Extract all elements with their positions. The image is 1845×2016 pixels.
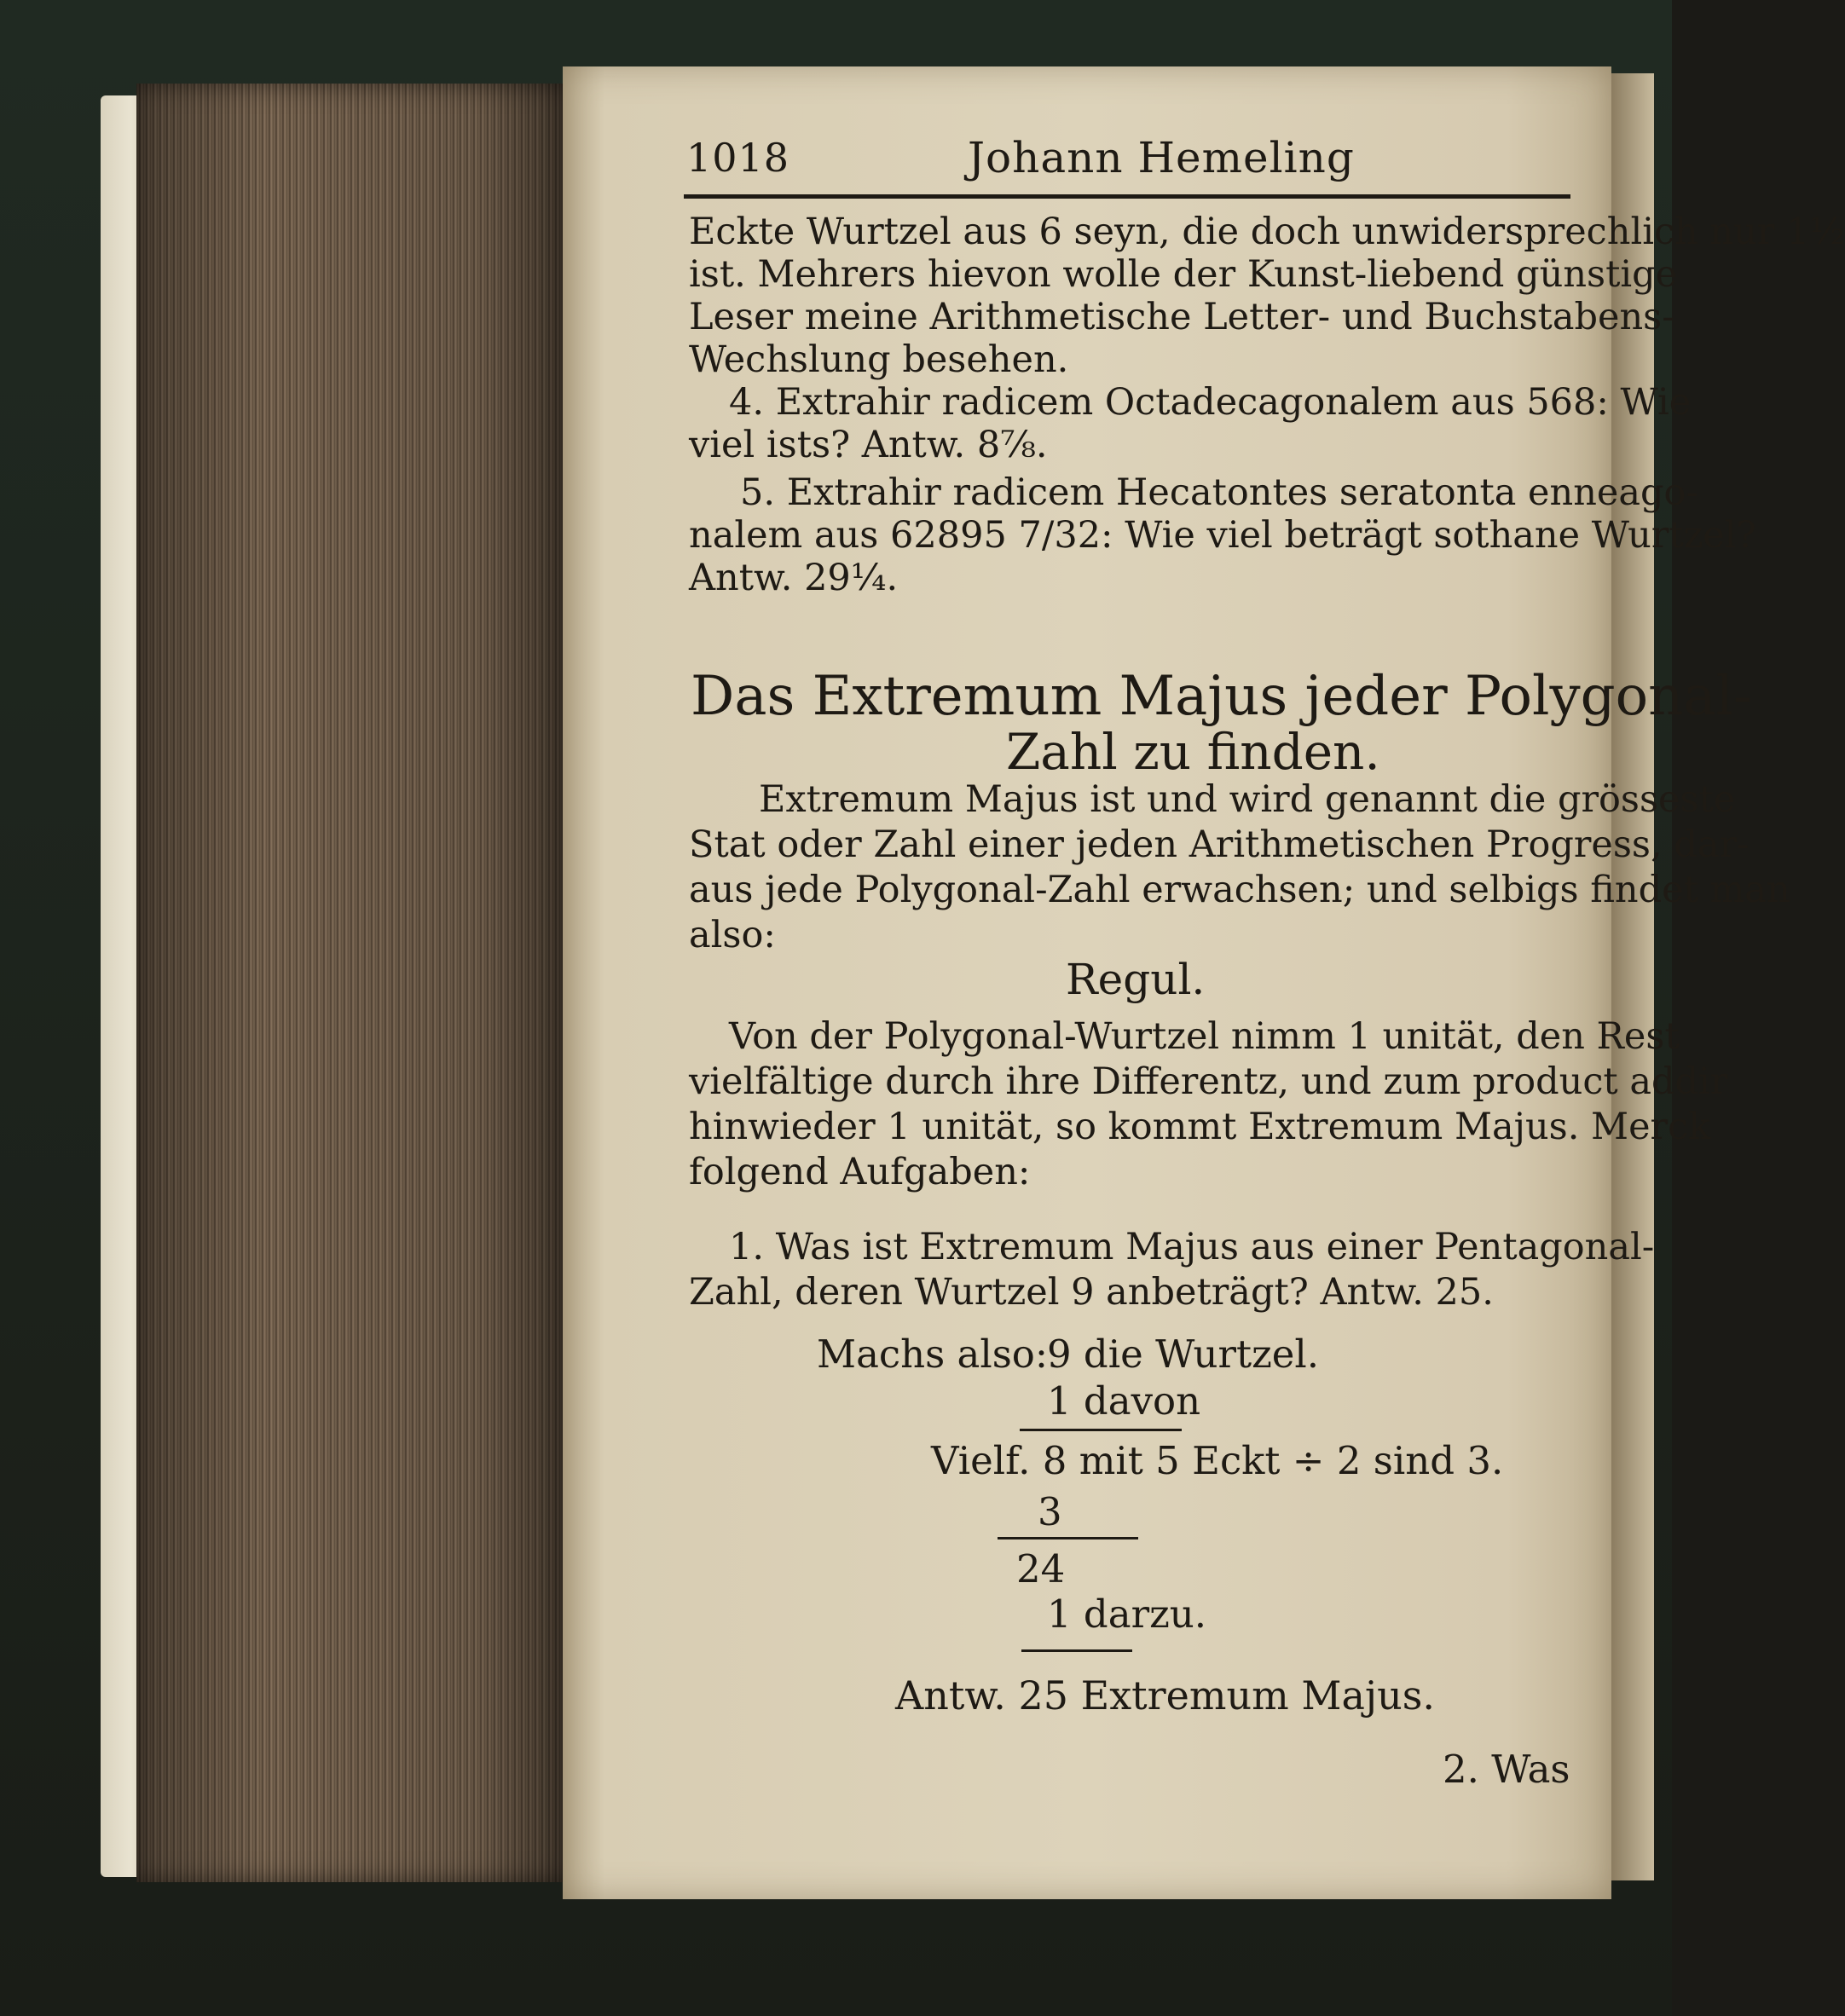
body-line: Wechslung besehen.: [689, 338, 1069, 381]
body-line: folgend Aufgaben:: [689, 1151, 1031, 1193]
body-line: Leser meine Arithmetische Letter- und Buchstabens-: [689, 296, 1674, 338]
body-line: Eckte Wurtzel aus 6 seyn, die doch unwidersprechlich nur 1½: [689, 211, 1845, 253]
body-line: Extremum Majus ist und wird genannt die grösseste: [759, 778, 1736, 821]
body-line: hinwieder 1 unität, so kommt Extremum Majus. Merck: [689, 1106, 1711, 1148]
page-number: 1018: [686, 135, 790, 181]
regul-title: Regul.: [1066, 955, 1206, 1004]
calc-step: 1 davon: [1047, 1378, 1201, 1424]
body-line: 5. Extrahir radicem Hecatontes seratonta enneago-: [740, 471, 1698, 514]
header-rule: [684, 194, 1570, 199]
calc-step: 9 die Wurtzel.: [1047, 1331, 1320, 1377]
body-line: ist. Mehrers hievon wolle der Kunst-liebend günstige: [689, 253, 1678, 296]
body-line: Antw. 29¼.: [689, 557, 899, 599]
facing-page-edge: [1611, 73, 1654, 1880]
catchword: 2. Was: [1443, 1747, 1570, 1792]
calc-step: 3: [1038, 1489, 1062, 1534]
body-line: Zahl, deren Wurtzel 9 anbeträgt? Antw. 25.: [689, 1271, 1494, 1314]
calc-rule: [998, 1537, 1138, 1539]
body-line: viel ists? Antw. 8⅞.: [689, 424, 1048, 466]
page-edges-shadow: [136, 84, 567, 1882]
calc-result: Antw. 25 Extremum Majus.: [895, 1672, 1435, 1719]
running-title: Johann Hemeling: [968, 133, 1355, 182]
body-line: nalem aus 62895 7/32: Wie viel beträgt sothane Wurtzel?: [689, 514, 1756, 557]
body-line: aus jede Polygonal-Zahl erwachsen; und selbigs findet man: [689, 869, 1790, 911]
calc-intro: Machs also:: [817, 1331, 1049, 1377]
body-line: Von der Polygonal-Wurtzel nimm 1 unität, den Rest: [729, 1015, 1680, 1058]
section-heading: Das Extremum Majus jeder Polygonal-: [691, 665, 1752, 728]
calc-step: 1 darzu.: [1047, 1591, 1207, 1637]
section-heading-line2: Zahl zu finden.: [1006, 723, 1380, 781]
body-line: vielfältige durch ihre Differentz, und zum product addir: [689, 1060, 1728, 1103]
body-line: 1. Was ist Extremum Majus aus einer Pentagonal-: [729, 1226, 1655, 1268]
body-line: Stat oder Zahl einer jeden Arithmetischen Progress, dar-: [689, 823, 1750, 866]
calc-step: 24: [1016, 1546, 1066, 1591]
calc-rule: [1021, 1649, 1132, 1652]
body-line: 4. Extrahir radicem Octadecagonalem aus 568: Wie: [729, 381, 1692, 424]
body-line: also:: [689, 914, 776, 956]
calc-step: Vielf. 8 mit 5 Eckt ÷ 2 sind 3.: [931, 1438, 1504, 1483]
calc-rule: [1020, 1429, 1182, 1431]
